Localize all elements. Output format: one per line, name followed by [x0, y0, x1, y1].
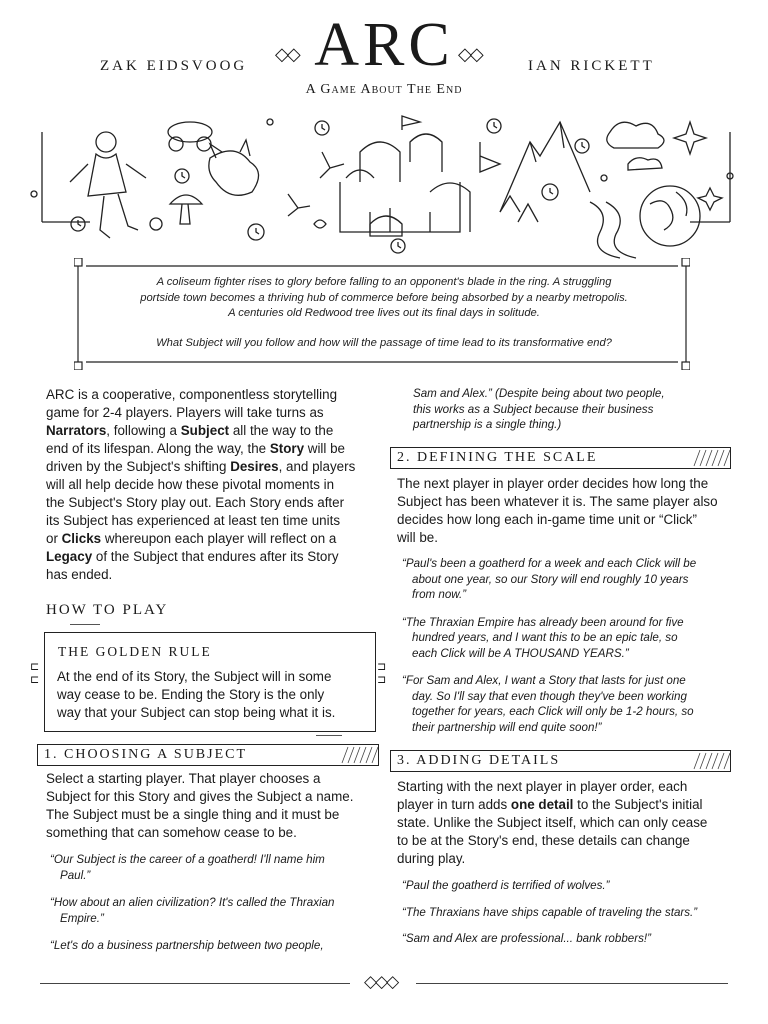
section-2-quotes: [402, 556, 732, 747]
quote-line: day. So I'll say that even though they've been working: [412, 689, 687, 703]
text-line: [397, 832, 737, 850]
text-segment: all the way to the: [229, 423, 334, 438]
intro-text: [92, 275, 676, 351]
text-line: will be.: [397, 530, 438, 545]
section-2-heading: [390, 447, 731, 469]
bold-term: one detail: [510, 797, 574, 812]
text-line: the Subject's Story play out. Each Story ends after: [46, 495, 345, 510]
section-2-paragraph: [397, 475, 737, 547]
divider: [316, 735, 342, 736]
bold-term: Legacy: [46, 549, 93, 564]
text-line: its Subject has experienced at least ten time units: [46, 513, 341, 528]
page-subtitle: A Game About The End: [305, 82, 463, 97]
text-line: something that can somehow cease to be.: [46, 825, 297, 840]
text-segment: during play.: [397, 851, 466, 866]
fantasy-illustration-banner: [30, 112, 740, 260]
text-line: decides how long each in-game time unit or “Click”: [397, 512, 697, 527]
text-segment: or: [46, 531, 62, 546]
text-line: [397, 778, 737, 796]
text-segment: whereupon each player will reflect on a: [101, 531, 337, 546]
text-line: has ended.: [46, 567, 113, 582]
text-segment: of the Subject that endures after its Story: [92, 549, 339, 564]
golden-rule-title: THE GOLDEN RULE: [58, 644, 212, 659]
text-segment: player in turn adds: [397, 797, 511, 812]
text-segment: Starting with the next player in player order, each: [397, 779, 688, 794]
quote-line: “Sam and Alex are professional... bank robbers!”: [402, 932, 651, 945]
text-line: [46, 548, 386, 566]
quote-line: hundred years, and I want this to be an epic tale, so: [412, 631, 678, 644]
text-line: partnership is a single thing.): [413, 418, 562, 431]
text-line: [397, 796, 737, 814]
diamond-ornament-icon: ◇◇: [458, 44, 482, 64]
text-line: The next player in player order decides how long the: [397, 476, 709, 491]
example-quote: [402, 905, 732, 921]
intro-paragraph: [46, 386, 386, 584]
intro-line: A coliseum fighter rises to glory before falling to an opponent's blade in the ring. A struggling: [156, 276, 612, 288]
heading-underline: [70, 624, 100, 625]
quote-line: Empire.”: [60, 911, 104, 925]
example-quote: [50, 852, 380, 883]
example-quote: [402, 615, 732, 662]
quote-line: “The Thraxians have ships capable of traveling the stars.”: [402, 905, 698, 919]
quote-line: “For Sam and Alex, I want a Story that lasts for just one: [402, 674, 686, 687]
hatch-ornament-icon: [338, 745, 378, 765]
section-3-title: 3. ADDING DETAILS: [397, 753, 561, 768]
quote-line: about one year, so our Story will end roughly 10 years: [412, 572, 689, 586]
quote-line: “Paul's been a goatherd for a week and each Click will be: [402, 557, 697, 570]
footer-rule-right: [416, 983, 728, 984]
text-segment: , and players: [278, 459, 356, 474]
section-3-quotes: [402, 878, 732, 958]
bold-term: Subject: [180, 423, 230, 438]
text-segment: , following a: [106, 423, 181, 438]
quote-line: Paul.”: [60, 868, 91, 882]
text-line: Subject for this Story and gives the Subject a name.: [46, 789, 354, 804]
quote-line: “The Thraxian Empire has already been around for five: [402, 615, 684, 629]
example-quote: [402, 878, 732, 894]
text-line: Subject has been whatever it is. The same player also: [397, 494, 718, 509]
quote-line: “Let's do a business partnership between two people,: [50, 939, 324, 952]
author-left: ZAK EIDSVOOG: [100, 58, 248, 74]
intro-line: portside town becomes a thriving hub of commerce before being absorbed by a nearby metropolis.: [140, 291, 628, 304]
text-line: [46, 530, 386, 548]
text-line: ARC is a cooperative, componentless storytelling: [46, 387, 338, 402]
section-1-title: 1. CHOOSING A SUBJECT: [44, 747, 248, 762]
text-segment: driven by the Subject's shifting: [46, 459, 231, 474]
quote-line: “Paul the goatherd is terrified of wolves.”: [402, 879, 610, 892]
bold-term: Desires: [230, 459, 279, 474]
golden-rule-text: [57, 668, 372, 722]
text-line: game for 2-4 players. Players will take turns as: [46, 405, 324, 420]
section-1-heading: [37, 744, 379, 766]
text-line: The Subject must be a single thing and it must be: [46, 807, 340, 822]
example-quote: [402, 931, 732, 947]
section-2-title: 2. DEFINING THE SCALE: [397, 450, 598, 465]
text-line: At the end of its Story, the Subject will in some: [57, 669, 332, 684]
page-title: ARC: [314, 11, 454, 79]
text-segment: state. Unlike the Subject itself, which can only cease: [397, 815, 708, 830]
hatch-ornament-icon: [690, 448, 730, 468]
diamond-ornament-icon: ◇◇: [275, 44, 299, 64]
quote-line: together for years, each Click will only be 1-2 hours, so: [412, 705, 694, 718]
diamond-ornament-icon: ◇◇◇: [364, 972, 398, 991]
author-right: IAN RICKETT: [528, 58, 655, 74]
text-line: way cease to be. Ending the Story is the only: [57, 687, 325, 702]
section-1-quotes: [50, 852, 380, 966]
quote-line: “Our Subject is the career of a goatherd! I'll name him: [50, 853, 325, 866]
intro-line: A centuries old Redwood tree lives out its final days in solitude.: [228, 307, 540, 319]
bold-term: Story: [269, 441, 305, 456]
text-segment: end of its lifespan. Along the way, the: [46, 441, 270, 456]
how-to-play-heading: HOW TO PLAY: [46, 602, 169, 618]
section-1-paragraph: [46, 770, 386, 842]
example-quote: [50, 895, 380, 926]
text-line: [397, 850, 737, 868]
text-line: [397, 814, 737, 832]
text-segment: will be: [304, 441, 345, 456]
bracket-icon: ⊏ ⊏: [30, 661, 40, 686]
example-quote: [402, 673, 732, 735]
bold-term: Clicks: [61, 531, 102, 546]
section-3-paragraph: [397, 778, 737, 868]
quote-line: from now.”: [412, 588, 467, 601]
continued-quote: [413, 386, 733, 433]
intro-question: What Subject will you follow and how will the passage of time lead to its transformative end?: [156, 336, 612, 349]
quote-line: “How about an alien civilization? It's called the Thraxian: [50, 896, 335, 909]
text-line: [46, 422, 386, 440]
example-quote: [402, 556, 732, 603]
text-line: [46, 458, 386, 476]
text-segment: to the Subject's initial: [573, 797, 703, 812]
text-line: will all help decide how these pivotal moments in: [46, 477, 335, 492]
text-line: way that your Subject can stop being what it is.: [57, 705, 336, 720]
footer-rule-left: [40, 983, 350, 984]
quote-line: their partnership will end quite soon!”: [412, 720, 602, 734]
text-line: [46, 440, 386, 458]
quote-line: each Click will be A THOUSAND YEARS.”: [412, 646, 629, 660]
bracket-icon: ⊐ ⊐: [377, 661, 387, 686]
bold-term: Narrators: [46, 423, 107, 438]
section-3-heading: [390, 750, 731, 772]
hatch-ornament-icon: [690, 751, 730, 771]
text-line: Sam and Alex.” (Despite being about two people,: [413, 387, 665, 400]
text-segment: to be at the Story's end, these details can change: [397, 833, 690, 848]
text-line: Select a starting player. That player chooses a: [46, 771, 321, 786]
text-line: this works as a Subject because their business: [413, 402, 654, 416]
example-quote: [50, 938, 380, 954]
